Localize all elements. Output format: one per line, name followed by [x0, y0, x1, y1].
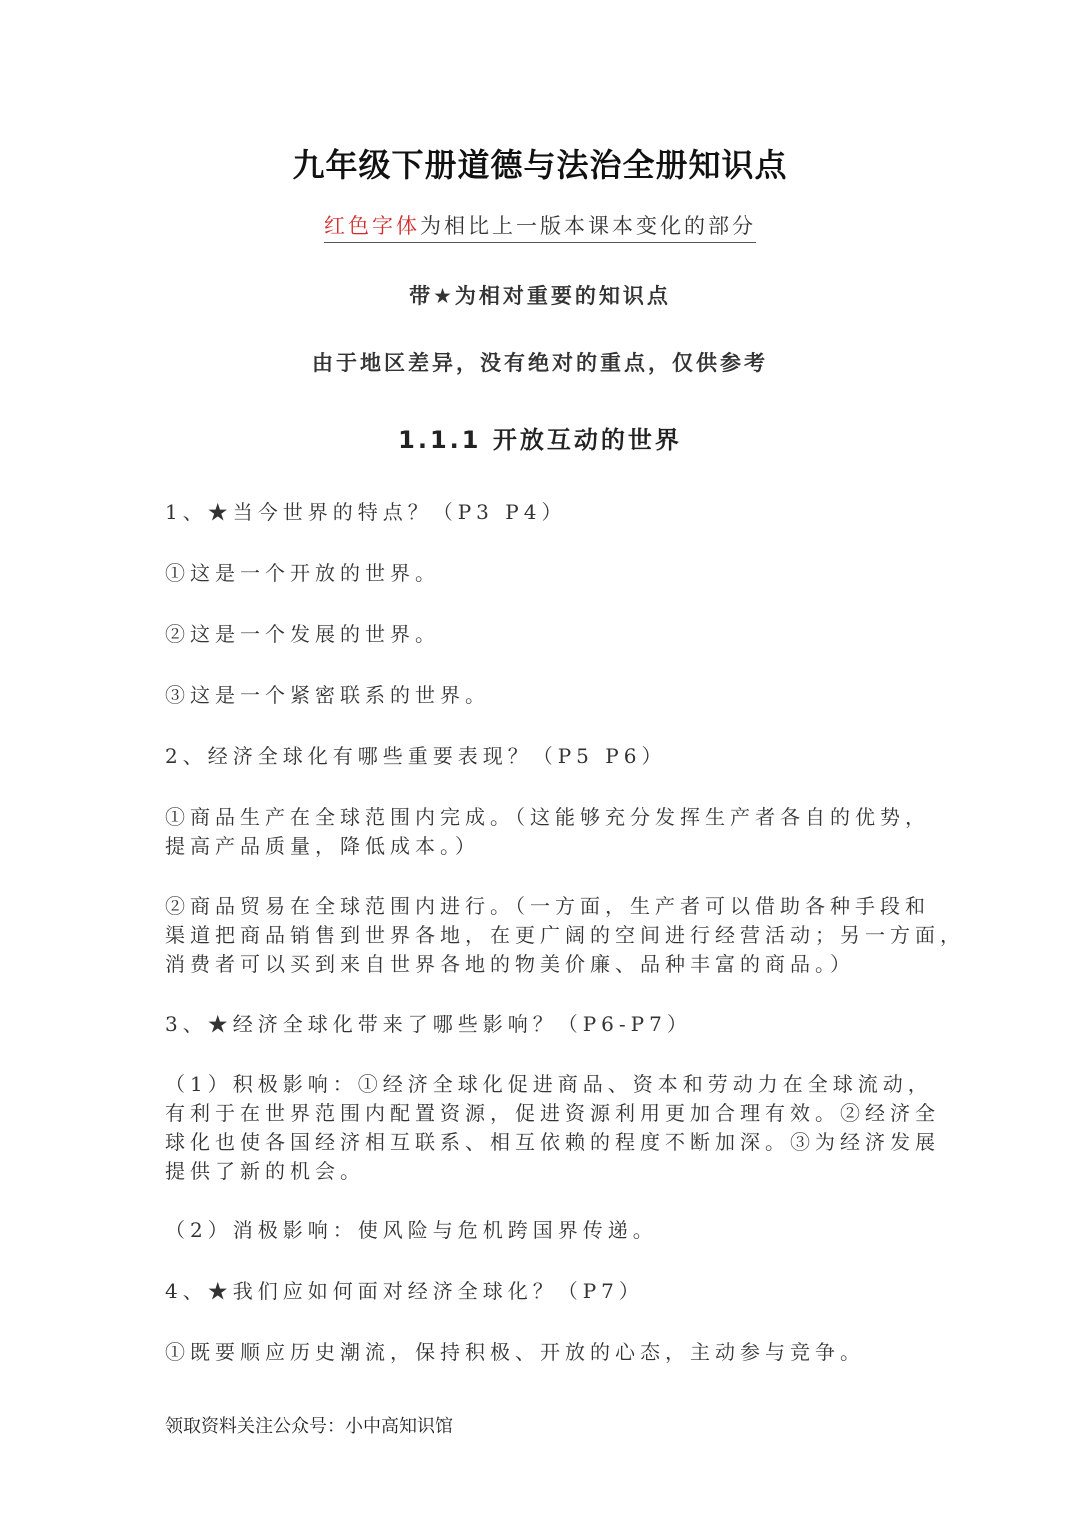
- subtitle-red-text: 红色字体: [324, 214, 420, 238]
- answer-item: [165, 1338, 925, 1367]
- question-3: [165, 1010, 925, 1039]
- paragraph-line: ③这是一个紧密联系的世界。: [165, 683, 490, 707]
- region-disclaimer-note: 由于地区差异，没有绝对的重点，仅供参考: [312, 351, 768, 375]
- section-heading: 1.1.1 开放互动的世界: [398, 426, 682, 454]
- paragraph-line: ①既要顺应历史潮流，保持积极、开放的心态，主动参与竞争。: [165, 1340, 865, 1364]
- paragraph-line: 消费者可以买到来自世界各地的物美价廉、品种丰富的商品。）: [165, 952, 855, 976]
- footer-note: 领取资料关注公众号：小中高知识馆: [165, 1416, 453, 1437]
- subtitle-note: [0, 210, 1080, 243]
- paragraph-line: 1、★当今世界的特点？（P3 P4）: [165, 500, 567, 524]
- answer-item: [165, 559, 925, 588]
- paragraph-line: 提高产品质量，降低成本。）: [165, 834, 480, 858]
- answer-item: [165, 803, 930, 861]
- answer-item: [165, 620, 925, 649]
- star-legend-note: 带★为相对重要的知识点: [409, 284, 671, 308]
- question-4: [165, 1277, 925, 1306]
- paragraph-line: ②商品贸易在全球范围内进行。（一方面，生产者可以借助各种手段和: [165, 894, 930, 918]
- answer-item: [165, 1070, 940, 1186]
- paragraph-line: ①商品生产在全球范围内完成。（这能够充分发挥生产者各自的优势，: [165, 805, 930, 829]
- subtitle-underlined: [324, 210, 756, 243]
- document-title: 九年级下册道德与法治全册知识点: [292, 146, 788, 184]
- paragraph-line: 4、★我们应如何面对经济全球化？（P7）: [165, 1279, 644, 1303]
- paragraph-line: 渠道把商品销售到世界各地，在更广阔的空间进行经营活动；另一方面，: [165, 923, 965, 947]
- answer-item: [165, 1216, 925, 1245]
- subtitle-rest-text: 为相比上一版本课本变化的部分: [420, 214, 756, 238]
- question-2: [165, 742, 925, 771]
- paragraph-line: 2、经济全球化有哪些重要表现？（P5 P6）: [165, 744, 667, 768]
- answer-item: [165, 681, 925, 710]
- paragraph-line: ②这是一个发展的世界。: [165, 622, 440, 646]
- paragraph-line: 提供了新的机会。: [165, 1159, 365, 1183]
- paragraph-line: 3、★经济全球化带来了哪些影响？（P6-P7）: [165, 1012, 692, 1036]
- paragraph-line: 有利于在世界范围内配置资源，促进资源利用更加合理有效。②经济全: [165, 1101, 940, 1125]
- paragraph-line: ①这是一个开放的世界。: [165, 561, 440, 585]
- paragraph-line: （1）积极影响：①经济全球化促进商品、资本和劳动力在全球流动，: [165, 1072, 933, 1096]
- question-1: [165, 498, 925, 527]
- paragraph-line: 球化也使各国经济相互联系、相互依赖的程度不断加深。③为经济发展: [165, 1130, 940, 1154]
- paragraph-line: （2）消极影响：使风险与危机跨国界传递。: [165, 1218, 658, 1242]
- answer-item: [165, 892, 965, 979]
